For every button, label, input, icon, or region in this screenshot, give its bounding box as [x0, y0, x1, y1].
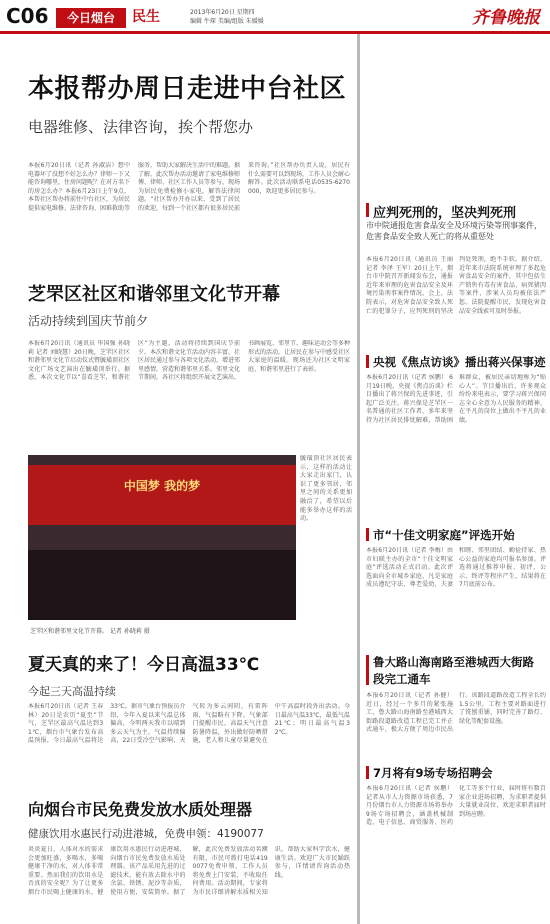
section-tag: 今日烟台	[56, 8, 126, 28]
issue-date: 2013年6月20日 星期四	[190, 9, 255, 16]
editor-credits: 编辑 牛琛 美编/组版 朱媛媛	[190, 18, 264, 25]
article-marker	[366, 203, 369, 217]
community-body: 本报6月20日讯（通讯员 毕国强 孙晓莉 记者 刘晓慧）20日晚，芝罘区社区和谐邻里文化节启动仪式暨毓璜顶社区文化广场文艺演出在毓璜顶举行。据悉，本次文化节以“喜看芝罘，和谐社区”为主题，活动将持续到国庆节前夕。本次和谐文化节活动内容丰富，社区居民通过参与各项文化活动，增进邻里感情，营造和谐邻里关系。邻里文化节期间，各社区将组织开展文艺演出、书画展览、邻里节、趣味运动会等多种形式的活动，让居民在参与中感受社区大家庭的温暖。现场还为社区文明家庭、和谐邻里进行了表彰。	[28, 340, 350, 382]
stage-backdrop	[28, 465, 296, 525]
article-marker	[366, 528, 369, 541]
right-article-4-body: 本报6月20日讯（记者 孙健） 近日，经过一个多月的紧张施工，鲁大路山海南路至港城西大街路段道路改造工程已完工并正式通车，极大方便了周边市民出行。该路段道路改造工程全长约1.5公里，工程主要对路面进行了铣刨重铺，同时完善了路灯、绿化等配套设施。	[366, 692, 546, 734]
right-article-5-title: 7月将有9场专场招聘会	[373, 766, 493, 780]
article-marker	[366, 355, 369, 368]
newspaper-logo: 齐鲁晚报	[472, 8, 540, 28]
page-code: C06	[6, 4, 49, 28]
weather-headline: 夏天真的来了！今日高温33℃	[28, 655, 260, 675]
right-article-2-body: 本报6月20日讯（记者 侯鹏） 6月19日晚，央视《焦点访谈》栏目播出了蒋兴保的先进事迹，引起广泛关注。蒋兴保是芝罘区一名普通的社区工作者，多年来坚持为社区居民排忧解难，帮助困难群众，被居民亲切地称为“贴心人”。节目播出后，许多观众纷纷来电表示，要学习蒋兴保同志全心全意为人民服务的精神，在平凡的岗位上做出不平凡的业绩。	[366, 374, 546, 424]
article-marker	[366, 766, 369, 779]
event-photo	[28, 455, 296, 620]
right-article-3-title: 市“十佳文明家庭”评选开始	[373, 528, 515, 542]
right-article-5-body: 本报6月20日讯（记者 侯鹏） 记者从市人力资源市场获悉，7月份烟台市人力资源市场将举办9场专场招聘会，涵盖机械制造、电子信息、商贸服务、医药化工等多个行业，届时将有数百家企业进场招聘，为求职者提供大量就业岗位，欢迎求职者届时到场应聘。	[366, 785, 546, 827]
right-article-1-body: 本报6月20日讯（通讯员 王丽 记者 李泽 王军）20日上午，烟台市中院召开新闻发布会，通报近年来审理的危害食品安全及环境污染刑事案件情况。会上，法院表示，对危害食品安全致人死亡的犯罪分子，应判死刑的坚决判处死刑，绝不手软。据介绍，近年来市法院系统审理了多起危害食品安全的案件，其中包括生产销售有毒有害食品、病死猪肉等案件，涉案人员均被依法严惩。法院提醒市民，发现危害食品安全线索可及时举报。	[366, 256, 546, 315]
article-marker	[366, 655, 369, 685]
community-headline: 芝罘区社区和谐邻里文化节开幕	[28, 284, 280, 305]
right-article-4-title: 鲁大路山海南路至港城西大街路段完工通车	[373, 655, 534, 686]
stage-banner-text: 中国梦 我的梦	[123, 479, 201, 493]
water-subheadline: 健康饮用水惠民行动进港城，免费申领：4190077	[28, 828, 264, 840]
lead-headline: 本报帮办周日走进中台社区	[28, 74, 347, 104]
weather-subheadline: 今起三天高温持续	[28, 685, 116, 698]
right-article-1-title: 应判死刑的，坚决判死刑	[373, 206, 517, 221]
lead-body: 本报6月20日讯（记者 孙淑洁）想中电器坏了没想不好怎么办？律师一下又能咨询哪里，住房问题呢？在对方名下的房怎么办？本报6月23日上午9点，本帮社区帮办将前往中台社区，为居民提供家电维修、法律咨询、困难救助等服务，帮助大家解决生活中的难题。据了解，此次帮办活动邀请了家电维修师傅、律师、社区工作人员等参与，现场为居民免费检修小家电，解答法律问题。“社区帮办开办以来，受到了居民的欢迎，每到一个社区都有很多居民前来咨询。”社区帮办负责人说，居民有什么需要可以到现场，工作人员会耐心解答。此次活动联系电话0535-6270000，欢迎更多居民参与。	[28, 162, 350, 212]
header-rule	[0, 31, 550, 34]
column-divider	[357, 34, 360, 924]
community-subheadline: 活动持续到国庆节前夕	[28, 314, 149, 328]
community-body-cont: 毓璜顶社区居民表示，这样的活动让大家走出家门，认识了更多邻居，邻里之间的关系更加融洽了，希望以后能多举办这样的活动。	[300, 455, 352, 523]
right-article-1-subtitle: 市中院通报危害食品安全及环境污染等刑事案件，危害食品安全致人死亡的将从重惩处	[366, 221, 542, 241]
lead-subheadline: 电器维修、法律咨询，挨个帮您办	[28, 118, 254, 136]
right-article-2-title: 央视《焦点访谈》播出蒋兴保事迹	[373, 355, 546, 369]
photo-caption: 芝罘区和谐邻里文化节开幕。 记者 孙晓莉 摄	[30, 628, 150, 635]
weather-body: 本报6月20日讯（记者 王春林）20日是农历“夏至”节气，芝罘区最高气温达到31℃，烟台市气象台发布高温预报，今日最高气温将达33℃。据市气象台预报员介绍，今年入夏以来气温总体偏高，今明两天我市以晴到多云天气为主，气温持续偏高，22日受冷空气影响，天气转为多云间阴，有雷阵雨，气温略有下降。气象部门提醒市民，高温天气注意防暑降温，外出做好防晒措施，老人和儿童尽量避免在中午高温时段外出活动。今日最高气温33℃，最低气温21℃；明日最高气温32℃。	[28, 703, 350, 745]
audience	[28, 550, 296, 620]
section-category: 民生	[132, 9, 160, 25]
water-headline: 向烟台市民免费发放水质处理器	[28, 800, 253, 819]
water-body: 炎炎夏日，人体对水的需求会更加旺盛，多喝水，多喝健康干净的水，对人体非常重要。然而我们的饮用水是否真的安全呢？为了让更多烟台市民喝上健康的水，健康饮用水惠民行动进港城，向烟台市民免费发放水质处理器。该产品采用先进的过滤技术，能有效去除水中的余氯、铁锈、泥沙等杂质，使用方便，安装简单。据了解，此次免费发放活动名额有限，市民可拨打电话4190077免费申领，工作人员将免费上门安装，不收取任何费用。活动期间，专家将为市民详细讲解水质相关知识，帮助大家科学饮水，健康生活。欢迎广大市民踊跃参与，详情请咨询活动热线。	[28, 846, 350, 896]
right-article-3-body: 本报6月20日讯（记者 李梅）由市妇联主办的全市“十佳文明家庭”评选活动正式启动。此次评选面向全市城乡家庭，凡是家庭成员遵纪守法、尊老爱幼、夫妻和睦、邻里团结、勤俭持家、热心公益的家庭均可报名参加。评选将通过推荐申报、初评、公示、终评等程序产生，结果将在7月底前公布。	[366, 547, 546, 589]
header-meta	[190, 8, 264, 26]
